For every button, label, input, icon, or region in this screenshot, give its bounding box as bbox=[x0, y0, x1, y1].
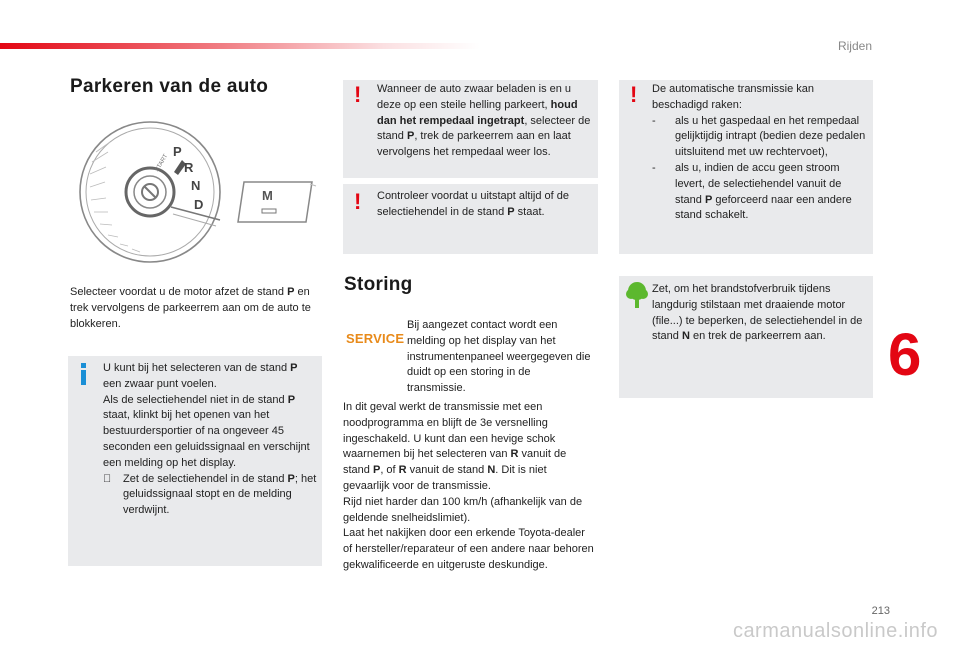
selector-start-text: START bbox=[154, 153, 170, 173]
tree-icon bbox=[625, 281, 649, 309]
section-title-malfunction: Storing bbox=[344, 274, 413, 295]
exclamation-icon: ! bbox=[354, 82, 362, 107]
gear-label-r: R bbox=[184, 160, 194, 175]
gear-label-p: P bbox=[173, 144, 182, 159]
info-icon bbox=[81, 363, 87, 385]
malfunction-paragraph-1: In dit geval werkt de transmissie met een noodprogramma en blijft de 3e versnelling ingeschakeld. U kunt dan een hevige schok waarnemen bij het selecteren van R vanuit de stand P, of R vanuit de stand N. Dit is niet gevaarlijk voor de transmissie. bbox=[343, 401, 567, 492]
gear-label-d: D bbox=[194, 197, 204, 212]
section-title-parking: Parkeren van de auto bbox=[70, 76, 269, 97]
info-paragraph-2: Als de selectiehendel niet in de stand P staat, klinkt bij het openen van het bestuurdersportier of na ongeveer 45 seconden een geluidssignaal en verschijnt een melding op het display. bbox=[103, 393, 310, 469]
malfunction-body-text bbox=[343, 400, 595, 574]
exclamation-icon: ! bbox=[354, 189, 362, 214]
parking-intro-text: Selecteer voordat u de motor afzet de stand P en trek vervolgens de parkeerrem aan om de auto te blokkeren. bbox=[70, 286, 311, 330]
manual-mode-label: M bbox=[262, 188, 273, 203]
page-number: 213 bbox=[871, 605, 890, 617]
chapter-tab-number: 6 bbox=[888, 321, 922, 388]
info-action-item: Zet de selectiehendel in de stand P; het geluidssignaal stopt en de melding verdwijnt. bbox=[103, 472, 317, 519]
info-box-text bbox=[103, 361, 317, 519]
list-item: - als u, indien de accu geen stroom levert, de selectiehendel vanuit de stand P geforceerd naar een andere stand schakelt. bbox=[652, 161, 852, 222]
warning-transmission-intro: De automatische transmissie kan beschadigd raken: bbox=[652, 83, 815, 111]
info-paragraph-1: U kunt bij het selecteren van de stand P een zwaar punt voelen. bbox=[103, 362, 298, 390]
malfunction-paragraph-3: Laat het nakijken door een erkende Toyota-dealer of hersteller/reparateur of een andere naar behoren gekwalificeerde en uitgeruste deskundige. bbox=[343, 527, 594, 571]
action-checkbox-marker bbox=[103, 472, 123, 519]
warning-check-p-text: Controleer voordat u uitstapt altijd of de selectiehendel in de stand P staat. bbox=[377, 190, 570, 218]
chapter-title: Rijden bbox=[837, 39, 872, 53]
exclamation-icon: ! bbox=[630, 82, 638, 107]
malfunction-paragraph-2: Rijd niet harder dan 100 km/h (afhankelijk van de geldende snelheidslimiet). bbox=[343, 495, 583, 524]
watermark-text: carmanualsonline.info bbox=[732, 620, 938, 642]
warning-transmission-text bbox=[652, 82, 868, 224]
warning-heavy-load-text: Wanneer de auto zwaar beladen is en u deze op een steile helling parkeert, houd dan het rempedaal ingetrapt, selecteer de stand P, trek de parkeerrem aan en laat vervolgens het rempedaal weer los. bbox=[377, 83, 591, 159]
eco-tip-text: Zet, om het brandstofverbruik tijdens langdurig stilstaan met draaiende motor (file...) te beperken, de selectiehendel in de stand N en trek de parkeerrem aan. bbox=[652, 283, 863, 343]
gear-selector-illustration bbox=[70, 112, 320, 272]
list-item: - als u het gaspedaal en het rempedaal gelijktijdig intrapt (bedien deze pedalen uitsluitend met uw rechtervoet), bbox=[652, 114, 866, 159]
service-warning-icon: SERVICE bbox=[346, 331, 405, 346]
gear-label-n: N bbox=[191, 178, 201, 193]
service-message-text: Bij aangezet contact wordt een melding op het display van het instrumentenpaneel weergegeven die duidt op een storing in de transmissie. bbox=[407, 319, 591, 395]
header-accent-bar bbox=[0, 43, 480, 49]
